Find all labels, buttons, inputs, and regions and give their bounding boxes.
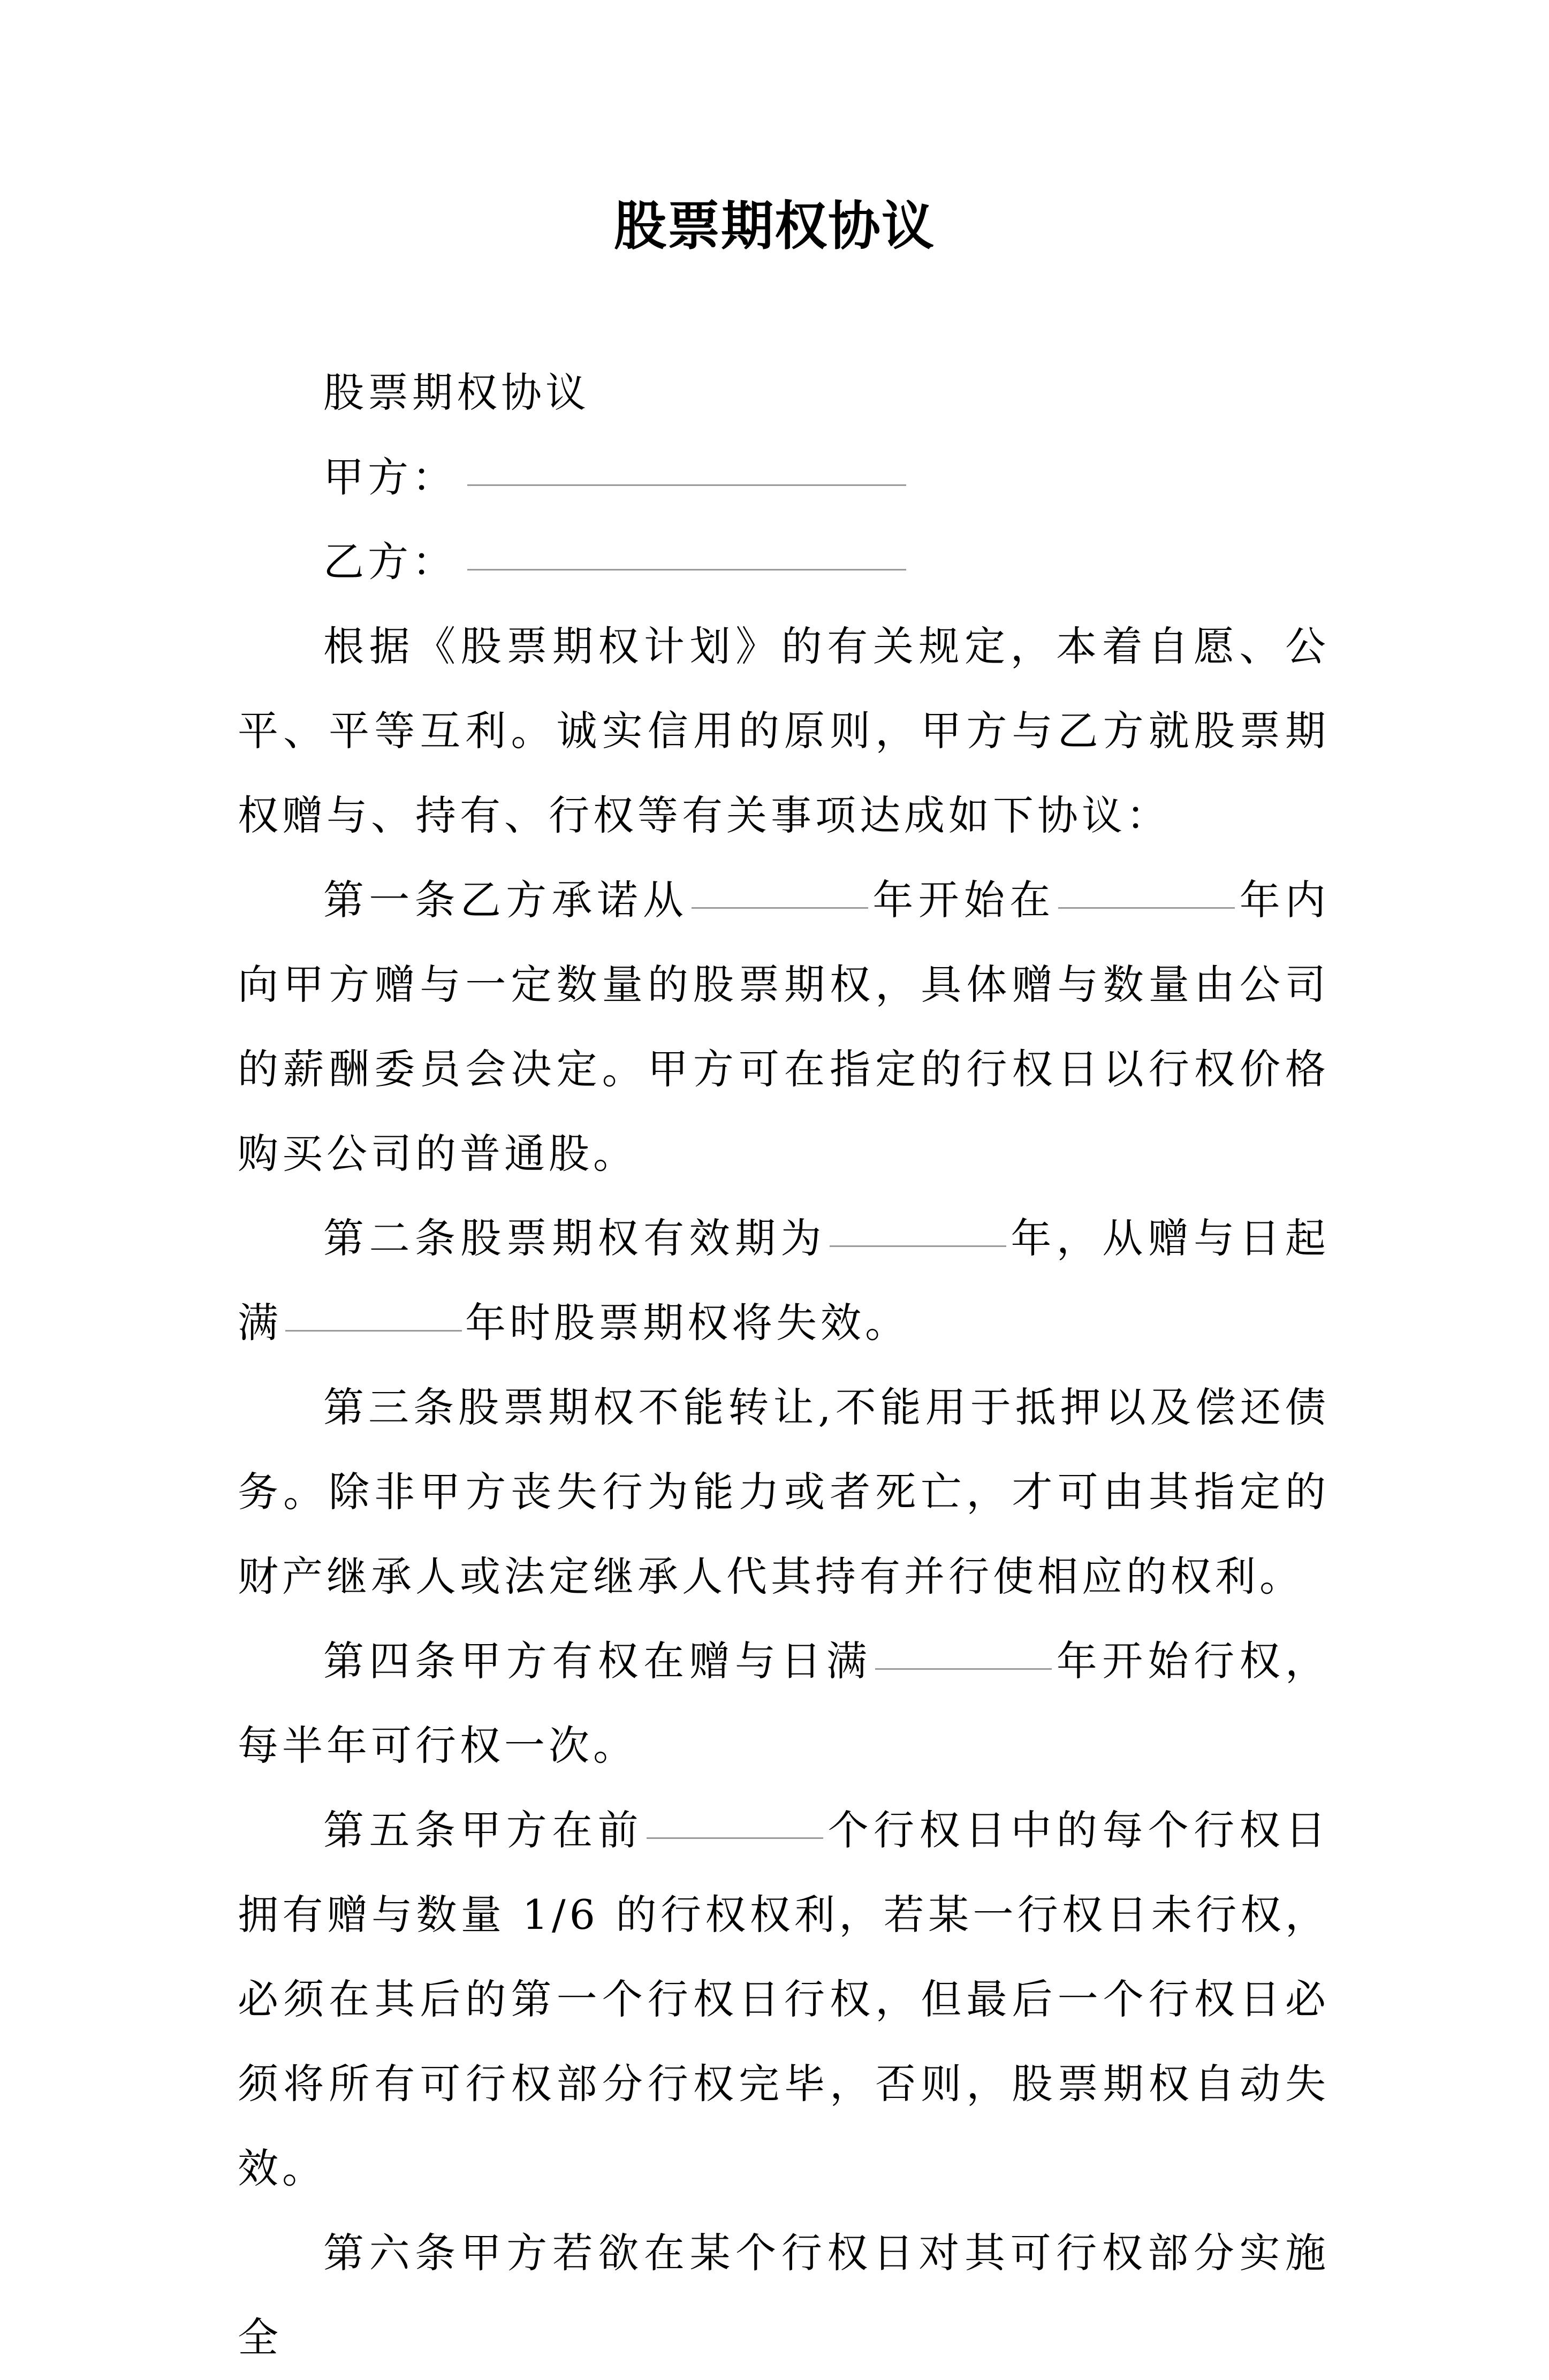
document-title: 股票期权协议 [613,196,935,257]
party-a-label: 甲方： [323,453,457,501]
article-1-text-2: 年开始在 [871,876,1056,924]
party-a-blank [467,484,906,486]
article-2-paragraph [238,1196,1330,1365]
article-1-text-3: 年内向甲方赠与一定数量的股票期权，具体赠与数量由公司的薪酬委员会决定。甲方可在指定的行权日以行权价格购买公司的普通股。 [238,876,1330,1177]
party-b-blank [467,568,906,571]
article-1-paragraph [238,858,1330,1196]
article-1-text-1: 第一条乙方承诺从 [323,876,689,924]
party-b-line [238,520,1330,604]
article-1-blank-1 [692,907,868,909]
party-a-line [238,435,1330,520]
article-2-text-1: 第二条股票期权有效期为 [323,1214,826,1262]
article-4-text-1: 第四条甲方有权在赠与日满 [323,1637,872,1685]
article-5-text-1: 第五条甲方在前 [323,1806,644,1854]
article-4-blank [875,1668,1052,1670]
preamble-paragraph: 根据《股票期权计划》的有关规定，本着自愿、公平、平等互利。诚实信用的原则，甲方与乙方就股票期权赠与、持有、行权等有关事项达成如下协议： [238,622,1330,839]
document-body [238,351,1330,2380]
article-5-blank [647,1837,823,1839]
article-2-text-3: 年时股票期权将失效。 [465,1299,909,1347]
article-4-paragraph [238,1619,1330,1788]
party-b-label: 乙方： [323,538,457,586]
article-4-text-2: 年开始行权，每半年可行权一次。 [238,1637,1330,1769]
article-3-paragraph: 第三条股票期权不能转让,不能用于抵押以及偿还债务。除非甲方丧失行为能力或者死亡，才可由其指定的财产继承人或法定继承人代其持有并行使相应的权利。 [238,1383,1330,1600]
article-1-blank-2 [1058,907,1235,909]
article-2-blank-1 [830,1245,1006,1247]
article-5-text-2: 个行权日中的每个行权日拥有赠与数量 1/6 的行权权利，若某一行权日未行权，必须在其后的第一个行权日行权，但最后一个行权日必须将所有可行权部分行权完毕，否则，股票期权自动失效。 [238,1806,1330,2192]
article-6-paragraph: 第六条甲方若欲在某个行权日对其可行权部分实施全 [238,2229,1330,2361]
header-label: 股票期权协议 [323,369,590,416]
article-2-text-2: 年，从赠与日起满 [238,1214,1330,1347]
article-2-blank-2 [285,1329,462,1332]
article-5-paragraph [238,1788,1330,2211]
